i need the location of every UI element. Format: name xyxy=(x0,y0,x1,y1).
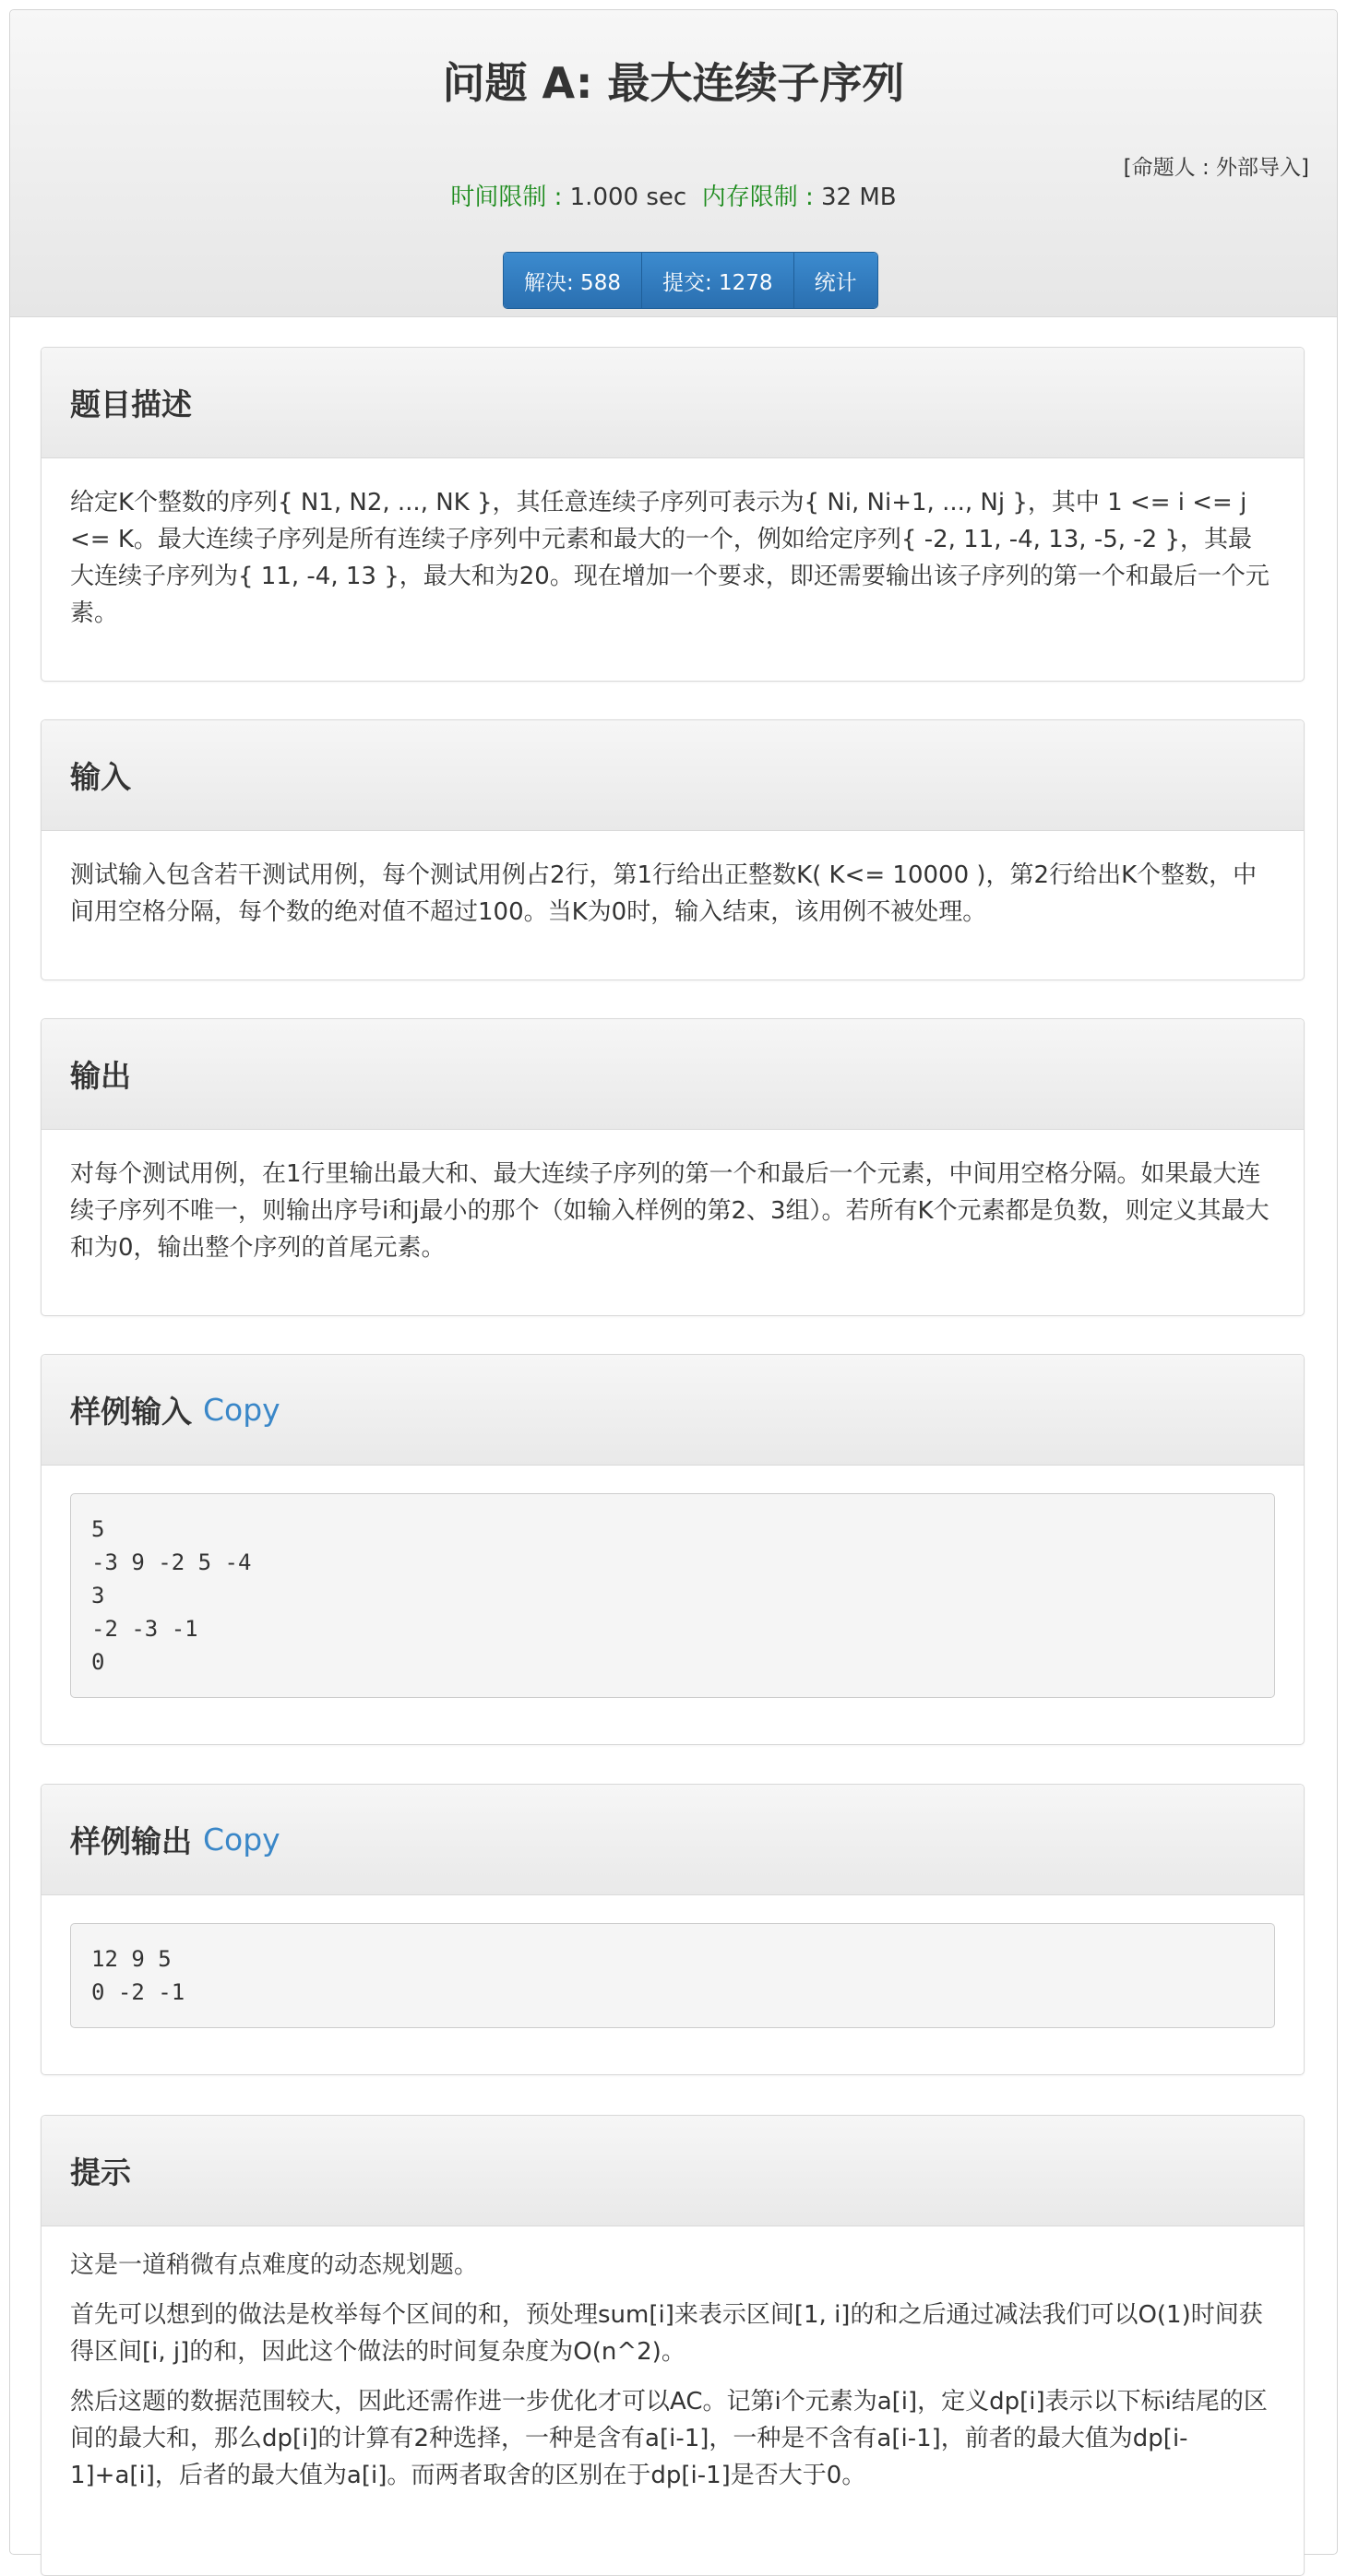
sample-output-panel-header xyxy=(42,1785,1304,1895)
input-panel xyxy=(41,719,1305,980)
output-body xyxy=(42,1130,1304,1290)
hint-title: 提示 xyxy=(70,2155,131,2190)
sample-input-panel-header xyxy=(42,1355,1304,1466)
output-text: 对每个测试用例，在1行里输出最大和、最大连续子序列的第一个和最后一个元素，中间用空格分隔。如果最大连续子序列不唯一，则输出序号i和j最小的那个（如输入样例的第2、3组）。若所有K个元素都是负数，则定义其最大和为0，输出整个序列的首尾元素。 xyxy=(70,1160,1270,1262)
statistics-button[interactable]: 统计 xyxy=(794,253,877,308)
hint-panel xyxy=(41,2115,1305,2576)
sample-output-title: 样例输出 xyxy=(70,1823,192,1859)
hint-panel-header xyxy=(42,2116,1304,2226)
problem-setter: [命题人 : 外部导入] xyxy=(1123,156,1309,180)
submit-button[interactable]: 提交: 1278 xyxy=(642,253,794,308)
input-panel-header xyxy=(42,720,1304,831)
sample-output-body xyxy=(42,1895,1304,2054)
hint-paragraph-3: 然后这题的数据范围较大，因此还需作进一步优化才可以AC。记第i个元素为a[i]，定义dp[i]表示以下标i结尾的区间的最大和，那么dp[i]的计算有2种选择，一种是含有a[i-1]，一种是不含有a[i-1]，前者的最大值为dp[i-1]+a[i]，后者的最大值为a[i]。而两者取舍的区别在于dp[i-1]是否大于0。 xyxy=(70,2388,1268,2489)
input-title: 输入 xyxy=(70,759,131,795)
output-panel-header xyxy=(42,1019,1304,1130)
hint-paragraph-2: 首先可以想到的做法是枚举每个区间的和，预处理sum[i]来表示区间[1, i]的和之后通过减法我们可以O(1)时间获得区间[i, j]的和，因此这个做法的时间复杂度为O(n^2)。 xyxy=(70,2301,1263,2366)
problem-title: 问题 A: 最大连续子序列 xyxy=(442,58,905,108)
limits-line xyxy=(10,178,1337,212)
sample-input-panel xyxy=(41,1354,1305,1745)
description-panel-header xyxy=(42,348,1304,458)
sample-input-copy-link[interactable]: Copy xyxy=(203,1392,280,1428)
sample-output-copy-link[interactable]: Copy xyxy=(203,1822,280,1858)
stats-button-group xyxy=(503,252,878,309)
description-body xyxy=(42,458,1304,656)
problem-header xyxy=(10,10,1337,317)
output-panel xyxy=(41,1018,1305,1316)
memory-limit-value: 32 MB xyxy=(821,184,897,211)
memory-limit-label: 内存限制 : xyxy=(701,184,822,211)
time-limit-value: 1.000 sec xyxy=(569,184,687,211)
hint-paragraph-1: 这是一道稍微有点难度的动态规划题。 xyxy=(70,2251,479,2279)
description-text: 给定K个整数的序列{ N1, N2, ..., NK }，其任意连续子序列可表示为{ Ni, Ni+1, ..., Nj }，其中 1 <= i <= j <= K。最大连续子序列是所有连续子序列中元素和最大的一个，例如给定序列{ -2, 11, -4, 13, -5, -2 }，其最大连续子序列为{ 11, -4, 13 }，最大和为20。现在增加一个要求，即还需要输出该子序列的第一个和最后一个元素。 xyxy=(70,489,1270,627)
input-text: 测试输入包含若干测试用例，每个测试用例占2行，第1行给出正整数K( K<= 10000 )，第2行给出K个整数，中间用空格分隔，每个数的绝对值不超过100。当K为0时，输入结束，该用例不被处理。 xyxy=(70,861,1258,926)
sample-input-title: 样例输入 xyxy=(70,1394,192,1430)
sample-input-code: 5 -3 9 -2 5 -4 3 -2 -3 -1 0 xyxy=(70,1493,1275,1698)
time-limit-label: 时间限制 : xyxy=(450,184,570,211)
input-body xyxy=(42,831,1304,955)
sample-input-body xyxy=(42,1466,1304,1724)
description-panel xyxy=(41,347,1305,682)
output-title: 输出 xyxy=(70,1058,131,1094)
solved-button[interactable]: 解决: 588 xyxy=(504,253,642,308)
description-title: 题目描述 xyxy=(70,386,192,422)
sample-output-code: 12 9 5 0 -2 -1 xyxy=(70,1923,1275,2028)
sample-output-panel xyxy=(41,1784,1305,2075)
hint-body xyxy=(42,2226,1304,2518)
